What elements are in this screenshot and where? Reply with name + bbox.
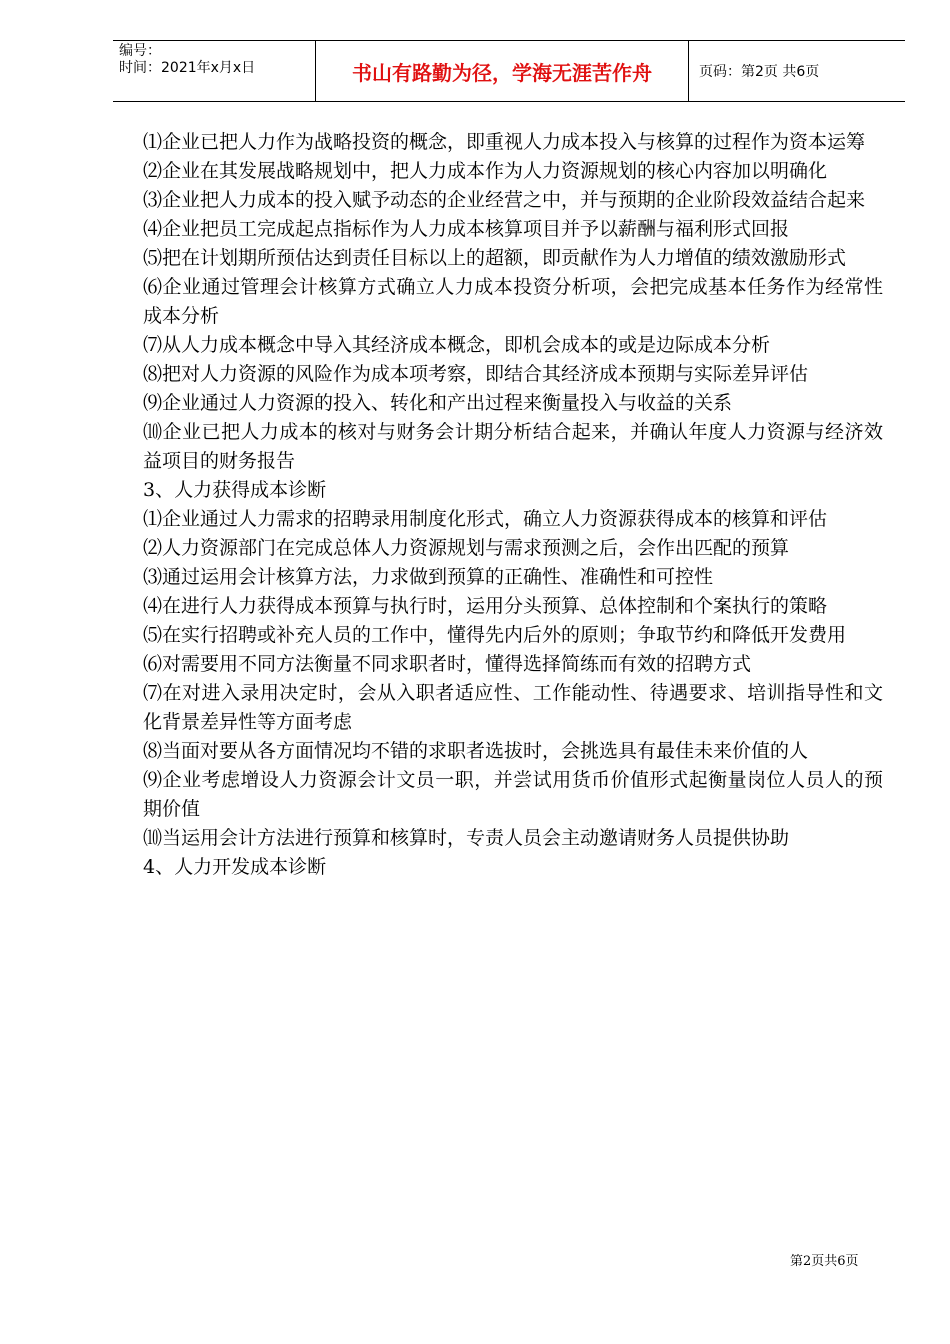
document-body <box>143 128 883 882</box>
paragraph: ⑺从人力成本概念中导入其经济成本概念，即机会成本的或是边际成本分析 <box>143 334 771 356</box>
paragraph: ⑴企业通过人力需求的招聘录用制度化形式，确立人力资源获得成本的核算和评估 <box>143 508 828 530</box>
paragraph: ⑼企业通过人力资源的投入、转化和产出过程来衡量投入与收益的关系 <box>143 392 733 414</box>
paragraph: ⑶企业把人力成本的投入赋予动态的企业经营之中，并与预期的企业阶段效益结合起来 <box>143 189 866 211</box>
paragraph: ⑹对需要用不同方法衡量不同求职者时，懂得选择简练而有效的招聘方式 <box>143 653 752 675</box>
paragraph: ⑹企业通过管理会计核算方式确立人力成本投资分析项，会把完成基本任务作为经常性成本分析 <box>143 276 883 327</box>
section-heading: 4、人力开发成本诊断 <box>143 856 327 878</box>
paragraph: ⑽当运用会计方法进行预算和核算时，专责人员会主动邀请财务人员提供协助 <box>143 827 790 849</box>
page-footer: 第2页共6页 <box>790 1254 859 1269</box>
paragraph: ⑸在实行招聘或补充人员的工作中，懂得先内后外的原则；争取节约和降低开发费用 <box>143 624 847 646</box>
time-label: 时间：2021年x月x日 <box>119 60 256 76</box>
header-motto: 书山有路勤为径，学海无涯苦作舟 <box>316 41 689 101</box>
paragraph: ⑷在进行人力获得成本预算与执行时，运用分头预算、总体控制和个案执行的策略 <box>143 595 828 617</box>
paragraph: ⑷企业把员工完成起点指标作为人力成本核算项目并予以薪酬与福利形式回报 <box>143 218 790 240</box>
paragraph: ⑻把对人力资源的风险作为成本项考察，即结合其经济成本预期与实际差异评估 <box>143 363 809 385</box>
paragraph: ⑺在对进入录用决定时，会从入职者适应性、工作能动性、待遇要求、培训指导性和文化背景差异性等方面考虑 <box>143 682 883 733</box>
section-heading: 3、人力获得成本诊断 <box>143 479 327 501</box>
paragraph: ⑵企业在其发展战略规划中，把人力成本作为人力资源规划的核心内容加以明确化 <box>143 160 828 182</box>
page-header <box>113 40 905 102</box>
paragraph: ⑶通过运用会计核算方法，力求做到预算的正确性、准确性和可控性 <box>143 566 714 588</box>
header-meta <box>113 41 316 101</box>
number-label: 编号： <box>119 43 161 59</box>
paragraph: ⑼企业考虑增设人力资源会计文员一职，并尝试用货币价值形式起衡量岗位人员人的预期价值 <box>143 769 883 820</box>
paragraph: ⑸把在计划期所预估达到责任目标以上的超额，即贡献作为人力增值的绩效激励形式 <box>143 247 847 269</box>
header-page-number: 页码：第2页 共6页 <box>699 64 820 80</box>
paragraph: ⑴企业已把人力作为战略投资的概念，即重视人力成本投入与核算的过程作为资本运筹 <box>143 131 866 153</box>
paragraph: ⑵人力资源部门在完成总体人力资源规划与需求预测之后，会作出匹配的预算 <box>143 537 790 559</box>
paragraph: ⑻当面对要从各方面情况均不错的求职者选拔时，会挑选具有最佳未来价值的人 <box>143 740 809 762</box>
paragraph: ⑽企业已把人力成本的核对与财务会计期分析结合起来，并确认年度人力资源与经济效益项目的财务报告 <box>143 421 883 472</box>
